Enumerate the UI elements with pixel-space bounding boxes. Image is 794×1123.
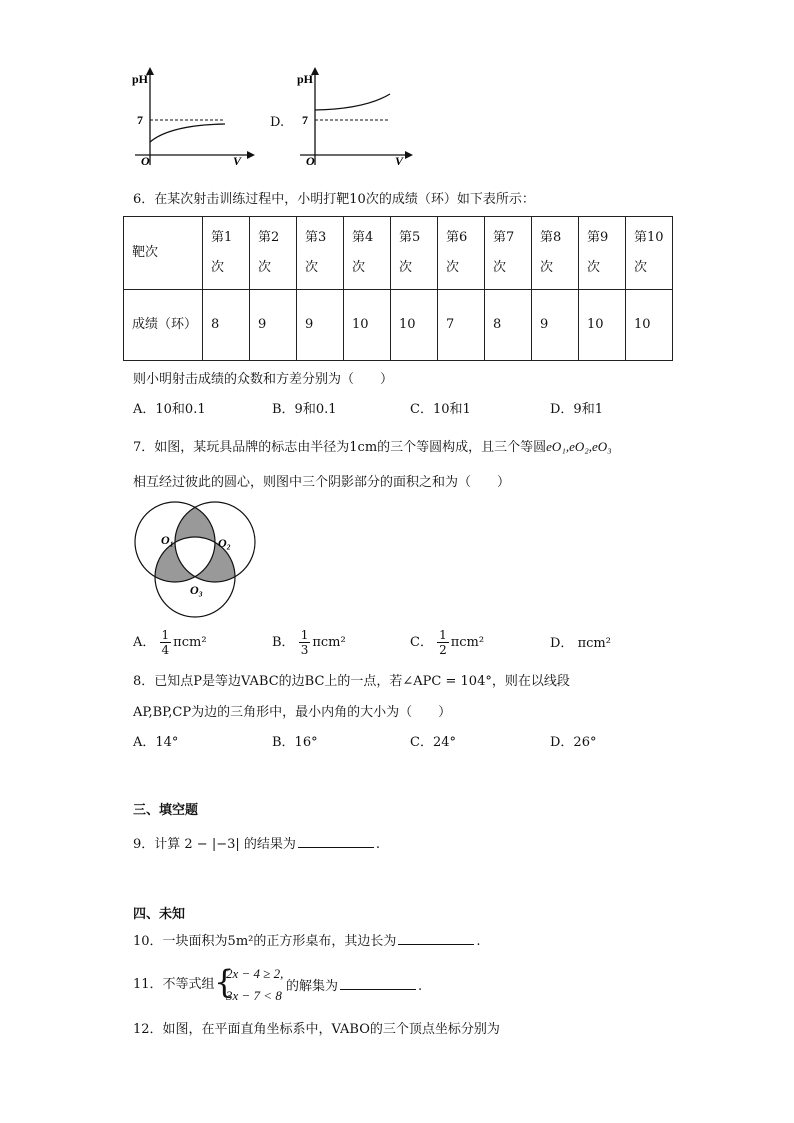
section-heading: 四、未知 [133,907,186,922]
option-d-label: D. [270,115,285,130]
q7-option-b [272,628,346,657]
denominator: 3 [300,643,309,657]
numerator: 1 [439,628,447,642]
table-cell: 10 [579,290,626,361]
q9 [133,835,380,853]
fraction [437,628,449,657]
q7-option-d [550,636,611,652]
o1-label: O₁ [161,533,174,547]
answer-blank[interactable] [398,932,474,945]
q12: 12．如图，在平面直角坐标系中，VABO的三个顶点坐标分别为 [133,1022,500,1037]
q11-post [286,977,422,995]
table-header-row [124,217,673,290]
table-cell: 10 [391,290,438,361]
q7-option-c [410,628,484,657]
table-cell: 第3次 [297,217,344,290]
three-circles-figure [130,498,270,624]
q6-option-a: A．10和0.1 [133,402,206,417]
numerator: 1 [161,628,170,642]
q10-text: 10．一块面积为5m²的正方形桌布，其边长为 [133,934,397,949]
table-cell: 9 [250,290,297,361]
table-row [124,290,673,361]
q8-line1: 8．已知点P是等边VABC的边BC上的一点，若∠APC = 104°，则在以线段 [133,674,570,689]
fraction [299,628,311,657]
period: . [418,979,423,994]
period: . [375,837,381,852]
q8-option-a: A．14° [133,735,179,750]
unit: πcm² [577,636,611,651]
q11-text: 的解集为 [286,979,339,994]
q6-option-b: B．9和0.1 [272,402,337,417]
table-cell: 第10次 [626,217,673,290]
answer-blank[interactable] [340,977,416,990]
table-cell: 10 [344,290,391,361]
table-cell: 8 [203,290,250,361]
table-cell: 9 [297,290,344,361]
option-letter: B． [272,635,295,650]
unit: πcm² [173,635,207,650]
numerator: 1 [300,628,309,642]
section-heading: 三、填空题 [133,803,199,818]
table-cell: 8 [485,290,532,361]
unit: πcm² [312,635,346,650]
denominator: 2 [439,643,447,657]
denominator: 4 [161,643,170,657]
q6-stem: 6．在某次射击训练过程中，小明打靶10次的成绩（环）如下表所示： [133,192,535,207]
q7-circles: eO₁,eO₂,eO₃ [546,439,612,454]
q8-option-d: D．26° [550,735,597,750]
q6-question: 则小明射击成绩的众数和方差分别为（ ） [133,372,394,387]
x-axis-label: V [395,154,404,168]
table-cell: 第2次 [250,217,297,290]
ref-label: 7 [137,113,143,127]
q11-eq2: 3x − 7 < 8 [226,988,282,1003]
option-letter: A． [133,635,156,650]
ph-graph-left [125,65,260,170]
origin-label: O [306,154,315,168]
option-letter: C． [410,635,433,650]
y-axis-label: pH [132,72,149,86]
q7-line1 [133,439,612,456]
ref-label: 7 [302,113,308,127]
fraction [160,628,172,657]
q7-option-a [133,628,207,657]
q10 [133,932,481,950]
table-cell: 第1次 [203,217,250,290]
table-cell: 靶次 [124,217,203,290]
y-axis-label: pH [297,72,314,86]
q7-text: 7．如图，某玩具品牌的标志由半径为1cm的三个等圆构成，且三个等圆 [133,440,547,455]
option-letter: D． [550,636,574,651]
table-cell: 第8次 [532,217,579,290]
q6-option-c: C．10和1 [410,402,471,417]
origin-label: O [141,154,150,168]
o2-label: O₂ [218,536,231,550]
table-cell: 第9次 [579,217,626,290]
table-cell: 第7次 [485,217,532,290]
score-table [123,216,673,361]
o3-label: O₃ [190,583,203,597]
table-cell: 第4次 [344,217,391,290]
table-cell: 7 [438,290,485,361]
q8-option-c: C．24° [410,735,456,750]
table-cell: 9 [532,290,579,361]
period: . [476,934,481,949]
table-cell: 第6次 [438,217,485,290]
table-cell: 成绩（环） [124,290,203,361]
q11-eq1: 2x − 4 ≥ 2, [226,966,284,981]
q8-option-b: B．16° [272,735,318,750]
table-cell: 第5次 [391,217,438,290]
q6-option-d: D．9和1 [550,402,603,417]
q8-line2: AP,BP,CP为边的三角形中，最小内角的大小为（ ） [133,705,452,720]
brace: { [214,963,235,1001]
q9-text: 9．计算 2 − |−3| 的结果为 [133,837,296,852]
q11-pre: 11．不等式组 [133,977,215,992]
answer-blank[interactable] [298,835,374,848]
q7-line2: 相互经过彼此的圆心，则图中三个阴影部分的面积之和为（ ） [133,475,511,490]
x-axis-label: V [233,154,242,168]
table-cell: 10 [626,290,673,361]
ph-graph-right [290,65,425,170]
unit: πcm² [450,635,485,650]
